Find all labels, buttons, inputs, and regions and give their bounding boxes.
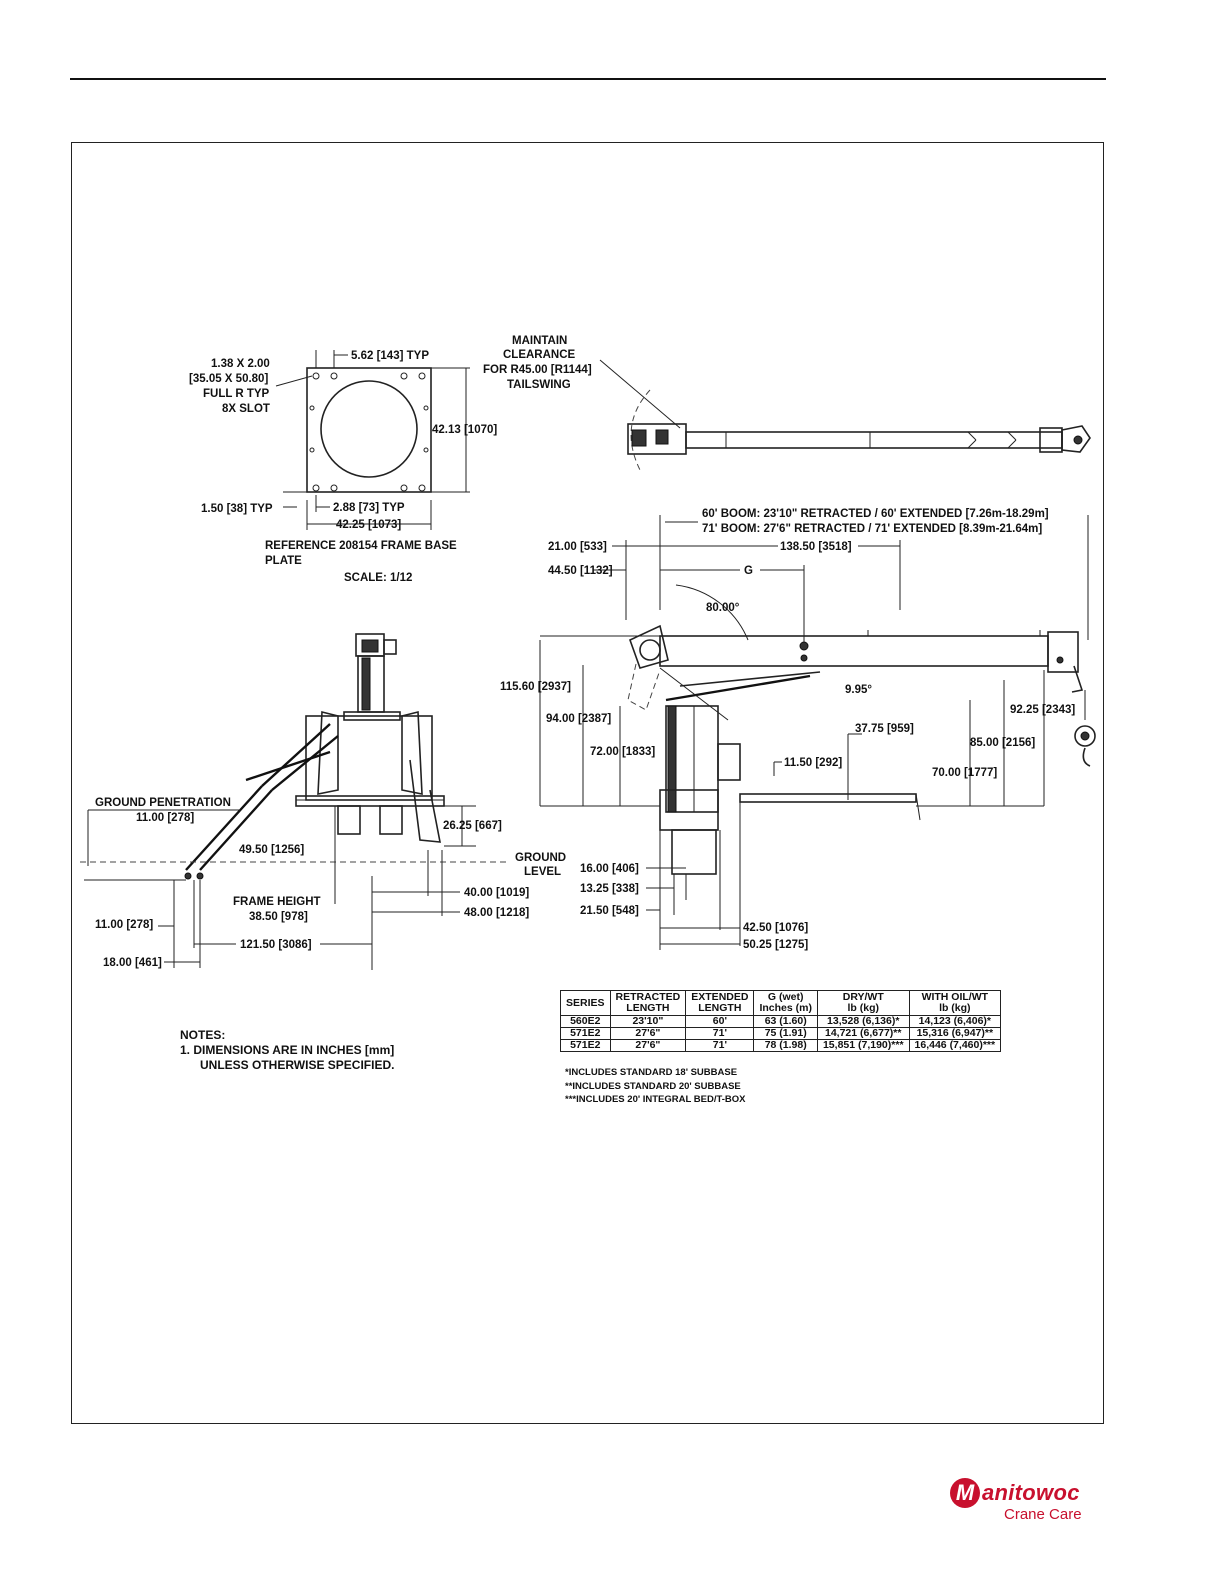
edge-offset-label: 1.50 [38] TYP xyxy=(201,503,273,515)
drawing-notes xyxy=(180,1028,394,1073)
ground-penetration-value: 11.00 [278] xyxy=(136,812,195,824)
header-series: SERIES xyxy=(561,991,611,1016)
dim-21-5-label: 21.50 [548] xyxy=(580,905,639,917)
dim-16-label: 16.00 [406] xyxy=(580,863,639,875)
plate-width-label: 42.25 [1073] xyxy=(336,519,402,531)
clearance-line-2: CLEARANCE xyxy=(503,349,576,361)
dim-11-5-label: 11.50 [292] xyxy=(784,757,843,769)
dim-18-label: 18.00 [461] xyxy=(103,957,162,969)
table-footnotes xyxy=(565,1066,746,1107)
boom-top-view xyxy=(600,360,1090,470)
dim-44-label: 44.50 [1132] xyxy=(548,565,613,577)
ground-level-line-1: GROUND xyxy=(515,852,567,864)
specifications-table xyxy=(560,990,1001,1052)
logo-mark: M xyxy=(950,1478,980,1508)
dim-48-label: 48.00 [1218] xyxy=(464,907,530,919)
dim-11-left-label: 11.00 [278] xyxy=(95,919,154,931)
dim-42-5-label: 42.50 [1076] xyxy=(743,922,809,934)
plate-height-label: 42.13 [1070] xyxy=(432,424,498,436)
angle-995-label: 9.95° xyxy=(845,684,872,696)
slot-count-label: 8X SLOT xyxy=(222,403,270,415)
scale-label: SCALE: 1/12 xyxy=(344,572,413,584)
top-spacing-label: 5.62 [143] TYP xyxy=(351,350,429,362)
dim-13-label: 13.25 [338] xyxy=(580,883,639,895)
bottom-spacing-label: 2.88 [73] TYP xyxy=(333,502,405,514)
dim-92-label: 92.25 [2343] xyxy=(1010,704,1076,716)
footnote-3: ***INCLUDES 20' INTEGRAL BED/T-BOX xyxy=(565,1094,746,1105)
clearance-line-3: FOR R45.00 [R1144] xyxy=(483,364,592,376)
dim-72-label: 72.00 [1833] xyxy=(590,746,656,758)
header-retracted: RETRACTED LENGTH xyxy=(610,991,686,1016)
header-with-oil-wt: WITH OIL/WT lb (kg) xyxy=(909,991,1001,1016)
g-label: G xyxy=(744,565,753,577)
boom-71-label: 71' BOOM: 27'6" RETRACTED / 71' EXTENDED [8.39m-21.64m] xyxy=(702,523,1043,535)
slot-radius-label: FULL R TYP xyxy=(203,388,270,400)
dim-121-label: 121.50 [3086] xyxy=(240,939,312,951)
logo-wordmark: anitowoc xyxy=(982,1480,1080,1505)
footnote-2: **INCLUDES STANDARD 20' SUBBASE xyxy=(565,1080,741,1092)
dim-70-label: 70.00 [1777] xyxy=(932,767,998,779)
logo-subtitle: Crane Care xyxy=(1004,1506,1082,1523)
dim-50-label: 50.25 [1275] xyxy=(743,939,809,951)
ground-penetration-label: GROUND PENETRATION xyxy=(95,797,231,809)
frame-height-label: FRAME HEIGHT xyxy=(233,896,321,908)
manitowoc-logo xyxy=(950,1478,1110,1528)
ground-level-line-2: LEVEL xyxy=(524,866,562,878)
notes-line-2: UNLESS OTHERWISE SPECIFIED. xyxy=(200,1058,395,1072)
reference-line-2: PLATE xyxy=(265,555,302,567)
dim-49-label: 49.50 [1256] xyxy=(239,844,305,856)
table-row: 560E2 23'10" 60' 63 (1.60) 13,528 (6,136)* 14,123 (6,406)* xyxy=(561,1016,1001,1028)
base-plate-bore xyxy=(321,381,417,477)
dim-94-label: 94.00 [2387] xyxy=(546,713,612,725)
base-plate-outline xyxy=(307,368,431,492)
table-row: 571E2 27'6" 71' 78 (1.98) 15,851 (7,190)*** 16,446 (7,460)*** xyxy=(561,1040,1001,1052)
footnote-1: *INCLUDES STANDARD 18' SUBBASE xyxy=(565,1067,738,1078)
dim-26-label: 26.25 [667] xyxy=(443,820,502,832)
clearance-line-1: MAINTAIN xyxy=(512,335,568,347)
header-g-wet: G (wet) Inches (m) xyxy=(754,991,818,1016)
dim-138-label: 138.50 [3518] xyxy=(780,541,852,553)
slot-size-label: 1.38 X 2.00 xyxy=(211,358,270,370)
header-extended: EXTENDED LENGTH xyxy=(686,991,754,1016)
table-row: 571E2 27'6" 71' 75 (1.91) 14,721 (6,677)** 15,316 (6,947)** xyxy=(561,1028,1001,1040)
header-dry-wt: DRY/WT lb (kg) xyxy=(817,991,909,1016)
frame-height-value: 38.50 [978] xyxy=(249,911,308,923)
dim-115-label: 115.60 [2937] xyxy=(500,681,571,693)
notes-line-1: 1. DIMENSIONS ARE IN INCHES [mm] xyxy=(180,1043,395,1057)
angle-80-label: 80.00° xyxy=(706,602,740,614)
reference-line-1: REFERENCE 208154 FRAME BASE xyxy=(265,540,457,552)
dim-21-label: 21.00 [533] xyxy=(548,541,607,553)
clearance-line-4: TAILSWING xyxy=(507,379,571,391)
table-header-row xyxy=(561,991,1001,1016)
dim-40-label: 40.00 [1019] xyxy=(464,887,530,899)
dim-37-label: 37.75 [959] xyxy=(855,723,914,735)
notes-title: NOTES: xyxy=(180,1028,226,1042)
dim-85-label: 85.00 [2156] xyxy=(970,737,1036,749)
boom-60-label: 60' BOOM: 23'10" RETRACTED / 60' EXTENDED [7.26m-18.29m] xyxy=(702,508,1049,520)
slot-size-mm-label: [35.05 X 50.80] xyxy=(189,373,269,385)
